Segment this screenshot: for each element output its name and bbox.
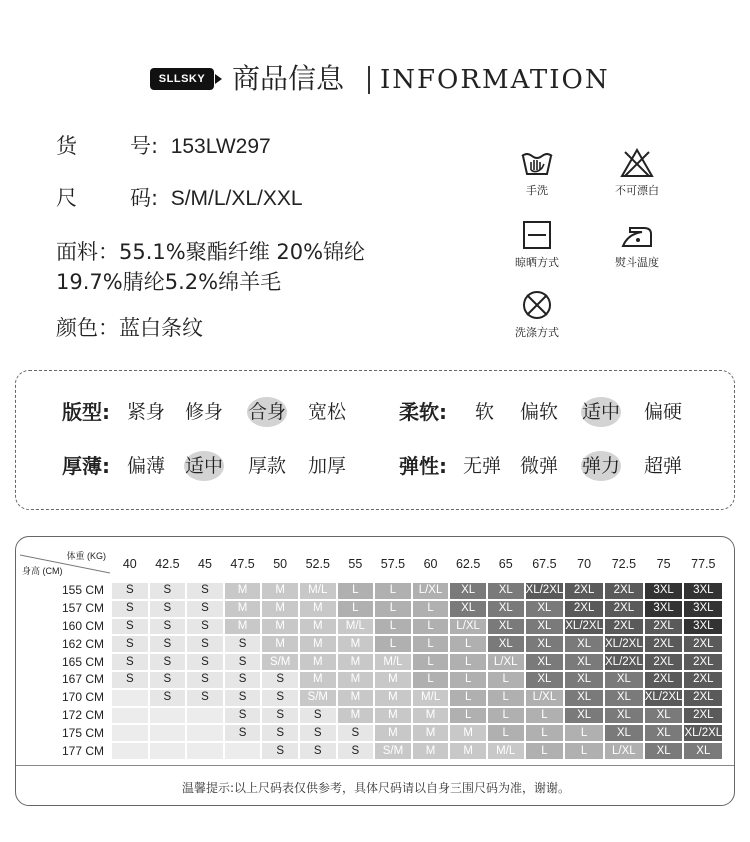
size-cell: M [338, 690, 374, 706]
height-cell: 177 CM [61, 743, 104, 758]
size-cell: L [526, 725, 564, 741]
size-cell: M [300, 619, 336, 635]
title-en: INFORMATION [380, 65, 610, 95]
size-cell: XL [605, 690, 643, 706]
height-cell: 165 CM [61, 654, 104, 669]
size-cell [112, 690, 148, 706]
size-cell: S [262, 690, 298, 706]
size-cell: S [187, 654, 223, 670]
size-cell: M [225, 583, 261, 599]
size-cell: S [150, 690, 186, 706]
size-cell: XL [526, 636, 564, 652]
size-cell [150, 708, 186, 724]
size-cell: L [526, 708, 564, 724]
weight-header: 67.5 [532, 557, 557, 571]
size-cell: XL [526, 619, 564, 635]
weight-header: 47.5 [230, 557, 255, 571]
size-cell: L [526, 743, 564, 759]
size-cell: S [150, 619, 186, 635]
size-cell: XL [526, 672, 564, 688]
title-cn: 商品信息 [232, 62, 345, 95]
table-row [20, 690, 722, 706]
size-cell: 2XL [645, 619, 683, 635]
fit-thick-label: 厚薄: [62, 454, 110, 478]
size-cell: XL [488, 619, 524, 635]
size-cell: M [262, 601, 298, 617]
height-cell: 162 CM [61, 636, 104, 651]
size-cell: S [225, 690, 261, 706]
size-cell [187, 725, 223, 741]
size-cell: 2XL [565, 583, 603, 599]
size-cell: S [187, 583, 223, 599]
fit-shape-option-1: 紧身 [127, 401, 166, 423]
logo-arrow-icon [215, 74, 222, 84]
size-cell: S [112, 672, 148, 688]
care-dry-flat-label: 晾晒方式 [515, 256, 559, 269]
size-cell: L [413, 654, 449, 670]
size-cell [112, 708, 148, 724]
size-cell: S/M [262, 654, 298, 670]
size-cell: XL [645, 725, 683, 741]
size-cell: S [112, 583, 148, 599]
table-row [20, 636, 722, 652]
height-cell: 160 CM [61, 618, 104, 633]
fit-shape-option-2: 修身 [185, 401, 224, 423]
care-hand-wash-label: 手洗 [526, 184, 548, 197]
size-cell: M [225, 601, 261, 617]
size-cell: L/XL [526, 690, 564, 706]
size-cell: S/M [375, 743, 411, 759]
no-dryclean-icon [520, 290, 554, 320]
size-cell: M [300, 654, 336, 670]
color-row: 颜色：蓝白条纹 [56, 316, 203, 340]
size-cell: L/XL [450, 619, 486, 635]
size-cell: XL/2XL [605, 654, 643, 670]
size-label-b: 码: [130, 186, 159, 210]
fit-elastic-option-3-selected: 弹力 [582, 451, 620, 481]
size-cell: S [225, 672, 261, 688]
size-cell: L [488, 708, 524, 724]
weight-header: 40 [122, 557, 137, 571]
size-cell: XL [526, 601, 564, 617]
size-cell: XL [605, 708, 643, 724]
size-cell: L [413, 619, 449, 635]
size-cell: 2XL [684, 672, 722, 688]
size-cell: XL [645, 743, 683, 759]
size-cell: 2XL [605, 619, 643, 635]
size-cell: S [300, 708, 336, 724]
weight-header: 62.5 [455, 557, 481, 571]
weight-header: 77.5 [691, 557, 716, 571]
table-row [20, 601, 722, 617]
size-cell: M [262, 636, 298, 652]
no-bleach-icon [620, 148, 654, 178]
size-cell: M [338, 636, 374, 652]
size-cell: 2XL [684, 636, 722, 652]
fit-soft-option-2: 偏软 [520, 401, 559, 423]
size-note: 温馨提示:以上尺码表仅供参考，具体尺码请以自身三围尺码为准，谢谢。 [181, 781, 571, 795]
size-cell: S [150, 636, 186, 652]
table-row [20, 725, 722, 741]
size-cell: M/L [413, 690, 449, 706]
size-cell: XL/2XL [645, 690, 683, 706]
size-cell: M/L [338, 619, 374, 635]
size-cell: 3XL [684, 619, 722, 635]
size-cell: S [150, 601, 186, 617]
dry-flat-icon [520, 220, 554, 250]
size-row [56, 184, 303, 213]
size-cell: 2XL [605, 583, 643, 599]
size-cell: XL [488, 601, 524, 617]
size-cell: L [450, 672, 486, 688]
size-cell: XL [605, 672, 643, 688]
weight-header: 75 [656, 557, 671, 571]
size-cell: S [300, 725, 336, 741]
size-cell: 3XL [645, 583, 683, 599]
item-number-value: 153LW297 [170, 135, 271, 158]
size-cell: M [413, 725, 449, 741]
table-row [20, 583, 722, 599]
size-table-box [15, 536, 735, 806]
weight-header: 60 [423, 557, 438, 571]
size-cell [225, 743, 261, 759]
table-row [20, 708, 722, 724]
size-cell: XL [450, 601, 486, 617]
fit-thick-option-1: 偏薄 [127, 455, 166, 477]
size-cell: 2XL [565, 601, 603, 617]
fabric-line-2: 19.7%腈纶5.2%绵羊毛 [56, 270, 282, 294]
size-cell: M [338, 654, 374, 670]
size-cell: M [300, 636, 336, 652]
weight-header: 72.5 [611, 557, 637, 571]
size-cell: 2XL [645, 636, 683, 652]
title-divider [368, 66, 370, 94]
size-cell [112, 725, 148, 741]
size-cell: XL [565, 672, 603, 688]
size-cell: L [450, 654, 486, 670]
table-row [20, 619, 722, 635]
weight-header: 52.5 [305, 557, 330, 571]
size-cell: M [262, 619, 298, 635]
size-cell: M [375, 690, 411, 706]
weight-header: 42.5 [155, 557, 180, 571]
hand-wash-icon [520, 148, 554, 178]
size-cell: XL [488, 583, 524, 599]
size-cell: XL/2XL [605, 636, 643, 652]
fit-panel [15, 370, 735, 510]
fit-elastic-option-2: 微弹 [520, 455, 559, 477]
size-cell: S [225, 654, 261, 670]
size-cell: M [300, 601, 336, 617]
size-cell: M [375, 672, 411, 688]
size-cell: L [565, 725, 603, 741]
size-cell: S [187, 690, 223, 706]
fit-soft-option-3-selected: 适中 [582, 397, 620, 427]
size-cell: S [338, 743, 374, 759]
size-table-body [20, 583, 722, 759]
size-cell: XL [645, 708, 683, 724]
table-row [20, 672, 722, 688]
size-cell: M [338, 708, 374, 724]
size-cell: XL [526, 654, 564, 670]
size-cell: M/L [488, 743, 524, 759]
item-number-row [56, 132, 271, 161]
size-cell: XL/2XL [684, 725, 722, 741]
size-cell: XL [450, 583, 486, 599]
size-cell: S [225, 636, 261, 652]
size-cell: M [450, 725, 486, 741]
table-corner [20, 547, 110, 581]
weight-header: 57.5 [380, 557, 406, 571]
size-cell: L/XL [488, 654, 524, 670]
size-cell: S [150, 583, 186, 599]
fit-elastic-option-1: 无弹 [463, 455, 502, 477]
care-iron-label: 熨斗温度 [615, 256, 659, 269]
size-cell: L [375, 583, 411, 599]
height-cell: 155 CM [61, 583, 104, 598]
height-axis-label: 身高 (CM) [22, 566, 63, 576]
size-cell: M [225, 619, 261, 635]
size-cell: L [488, 672, 524, 688]
fit-soft-label: 柔软: [399, 400, 447, 424]
size-cell: XL/2XL [565, 619, 603, 635]
weight-header: 70 [577, 557, 592, 571]
size-cell: 3XL [684, 601, 722, 617]
size-cell: S [262, 672, 298, 688]
size-cell: 2XL [645, 672, 683, 688]
height-cell: 170 CM [61, 690, 104, 705]
fit-elastic-option-4: 超弹 [644, 455, 683, 477]
size-cell: M [262, 583, 298, 599]
weight-header: 55 [348, 557, 363, 571]
size-cell: S [300, 743, 336, 759]
size-cell: L [338, 583, 374, 599]
size-cell: L [488, 690, 524, 706]
size-cell: S [187, 636, 223, 652]
header [0, 62, 750, 98]
size-cell: XL [565, 636, 603, 652]
size-cell: S [262, 708, 298, 724]
size-cell: M/L [375, 654, 411, 670]
size-cell: S [225, 725, 261, 741]
size-cell: 3XL [684, 583, 722, 599]
size-cell: S [150, 654, 186, 670]
size-label-a: 尺 [56, 186, 77, 210]
size-cell: XL [488, 636, 524, 652]
weight-header: 45 [198, 557, 212, 571]
care-iron [597, 220, 677, 270]
size-cell: XL [684, 743, 722, 759]
size-cell: L [450, 636, 486, 652]
size-cell: S [262, 725, 298, 741]
size-cell: 2XL [684, 654, 722, 670]
size-table [18, 545, 724, 761]
size-cell: M [375, 708, 411, 724]
fit-soft-option-1: 软 [475, 401, 495, 423]
item-number-label-a: 货 [56, 134, 77, 158]
size-value: S/M/L/XL/XXL [170, 187, 303, 210]
fit-shape-option-3-selected: 合身 [248, 397, 286, 427]
size-cell: 2XL [605, 601, 643, 617]
size-cell: S [112, 636, 148, 652]
size-cell: 3XL [645, 601, 683, 617]
size-cell: XL [565, 654, 603, 670]
size-cell: M [413, 743, 449, 759]
size-cell [150, 743, 186, 759]
weight-header: 50 [273, 557, 288, 571]
fit-thick-option-2-selected: 适中 [185, 451, 223, 481]
size-cell: XL [565, 690, 603, 706]
size-cell [150, 725, 186, 741]
size-cell: L [450, 690, 486, 706]
size-cell: M [300, 672, 336, 688]
size-cell: M [338, 672, 374, 688]
size-cell: L [413, 672, 449, 688]
size-cell: S [112, 654, 148, 670]
fit-thick-option-4: 加厚 [308, 455, 347, 477]
fit-shape-option-4: 宽松 [308, 401, 347, 423]
size-cell: L [375, 619, 411, 635]
size-cell: M/L [300, 583, 336, 599]
care-wash-method-label: 洗涤方式 [515, 326, 559, 339]
height-cell: 172 CM [61, 707, 104, 722]
size-cell: L [375, 636, 411, 652]
height-cell: 157 CM [61, 601, 104, 616]
size-cell: S [338, 725, 374, 741]
size-cell: L [488, 725, 524, 741]
size-cell: M [450, 743, 486, 759]
fit-shape-label: 版型: [62, 400, 110, 424]
size-cell: S [112, 619, 148, 635]
brand-logo: SLLSKY [150, 68, 214, 90]
size-cell: 2XL [645, 654, 683, 670]
size-cell [187, 708, 223, 724]
size-cell [187, 743, 223, 759]
note-divider [16, 765, 735, 766]
size-cell: L [565, 743, 603, 759]
weight-axis-label: 体重 (KG) [66, 551, 106, 561]
size-cell: L [413, 636, 449, 652]
care-no-bleach-label: 不可漂白 [615, 184, 659, 197]
fit-thick-option-3: 厚款 [248, 455, 287, 477]
size-cell: S [187, 601, 223, 617]
size-cell: L [413, 601, 449, 617]
size-cell: L [338, 601, 374, 617]
size-cell: XL/2XL [526, 583, 564, 599]
weight-header: 65 [498, 557, 513, 571]
size-cell: S [112, 601, 148, 617]
size-cell: 2XL [684, 708, 722, 724]
size-cell: S/M [300, 690, 336, 706]
size-cell: S [225, 708, 261, 724]
size-table-header [20, 547, 722, 581]
size-cell: S [187, 619, 223, 635]
size-cell [112, 743, 148, 759]
size-cell: S [262, 743, 298, 759]
iron-icon [620, 220, 654, 250]
care-dry-flat [497, 220, 577, 270]
table-row [20, 654, 722, 670]
table-row [20, 743, 722, 759]
size-cell: M [413, 708, 449, 724]
size-cell: S [150, 672, 186, 688]
fabric-line-1: 面料：55.1%聚酯纤维 20%锦纶 [56, 240, 366, 264]
size-cell: 2XL [684, 690, 722, 706]
size-cell: XL [605, 725, 643, 741]
size-cell: L [450, 708, 486, 724]
care-hand-wash [497, 148, 577, 198]
size-cell: L/XL [413, 583, 449, 599]
size-cell: L/XL [605, 743, 643, 759]
care-no-bleach [597, 148, 677, 198]
item-number-label-b: 号: [130, 134, 159, 158]
size-cell: S [187, 672, 223, 688]
height-cell: 167 CM [61, 672, 104, 687]
size-cell: M [375, 725, 411, 741]
size-cell: L [375, 601, 411, 617]
height-cell: 175 CM [61, 725, 104, 740]
fit-elastic-label: 弹性: [399, 454, 447, 478]
care-wash-method [497, 290, 577, 340]
size-cell: XL [565, 708, 603, 724]
fit-soft-option-4: 偏硬 [644, 401, 683, 423]
